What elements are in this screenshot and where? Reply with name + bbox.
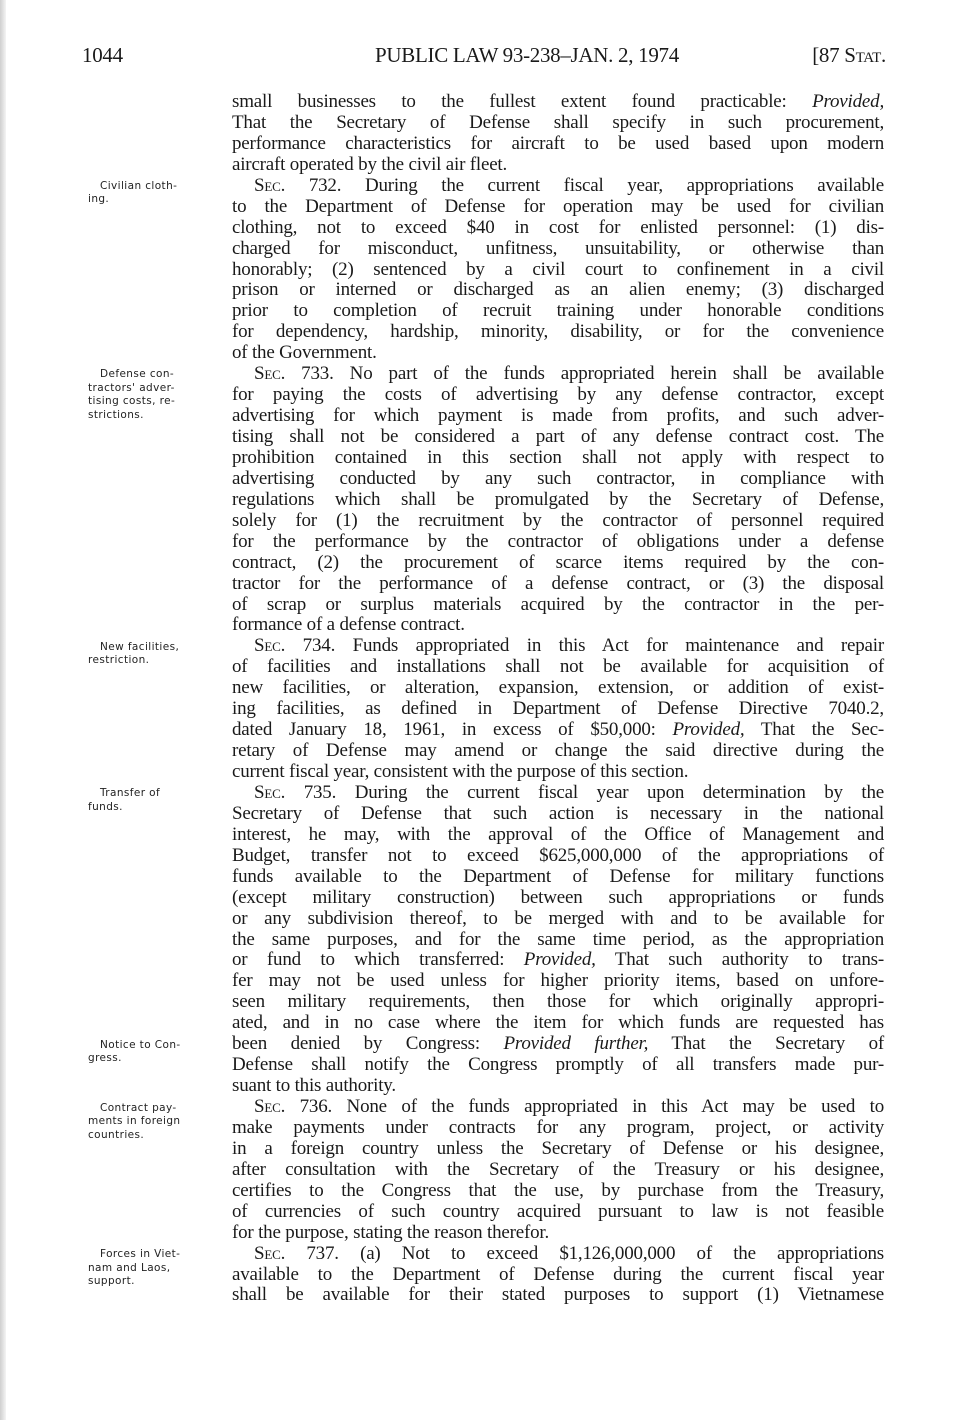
text-segment: or any subdivision thereof, to be merged with and to be available for bbox=[232, 907, 884, 929]
text-line bbox=[232, 1118, 884, 1139]
margin-note-line: ments in foreign bbox=[88, 1115, 181, 1128]
text-line bbox=[232, 427, 884, 448]
paragraph bbox=[232, 92, 884, 176]
margin-note-line: Contract pay- bbox=[100, 1101, 177, 1114]
paragraph bbox=[232, 1097, 884, 1244]
text-segment: That the Sec- bbox=[744, 719, 884, 741]
text-segment: That the Secretary of Defense shall specify in such procurement, bbox=[232, 111, 884, 133]
paragraph bbox=[232, 636, 884, 783]
margin-note-line: Notice to Con- bbox=[100, 1038, 181, 1051]
text-segment: seen military requirements, then those for which originally appropri- bbox=[232, 991, 884, 1013]
text-segment: of scrap or surplus materials acquired by the contractor in the per- bbox=[232, 593, 884, 615]
margin-note bbox=[88, 1102, 213, 1143]
text-segment: Sec. 737. (a) Not to exceed $1,126,000,000 of the appropriations bbox=[254, 1242, 884, 1264]
text-line bbox=[232, 909, 884, 930]
text-line bbox=[232, 1013, 884, 1034]
text-line bbox=[232, 699, 884, 720]
text-segment: make payments under contracts for any program, project, or activity bbox=[232, 1116, 884, 1138]
text-segment: formance of a defense contract. bbox=[232, 614, 465, 636]
text-line bbox=[232, 155, 884, 176]
text-line bbox=[232, 218, 884, 239]
text-segment: funds available to the Department of Defense for military functions bbox=[232, 865, 884, 887]
text-line bbox=[232, 950, 884, 971]
text-segment: (except military construction) between such appropriations or funds bbox=[232, 886, 884, 908]
text-segment: current fiscal year, consistent with the purpose of this section. bbox=[232, 761, 689, 782]
text-line bbox=[232, 1244, 884, 1265]
margin-note bbox=[88, 1248, 213, 1289]
text-line bbox=[232, 469, 884, 490]
margin-note bbox=[88, 787, 213, 814]
paragraph bbox=[232, 176, 884, 364]
text-segment: ing facilities, as defined in Department of Defense Directive 7040.2, bbox=[232, 698, 884, 720]
text-line bbox=[232, 636, 884, 657]
statute-volume: [87 Stat. bbox=[812, 43, 886, 67]
text-line bbox=[232, 280, 884, 301]
text-line bbox=[232, 532, 884, 553]
text-line bbox=[232, 720, 884, 741]
text-segment: prior to completion of recruit training under honorable conditions bbox=[232, 300, 884, 322]
text-segment: performance characteristics for aircraft to be used based upon modern bbox=[232, 132, 884, 154]
text-line bbox=[232, 762, 884, 783]
text-segment: advertising conducted by any such contractor, in compliance with bbox=[232, 467, 884, 489]
margin-note-line: restriction. bbox=[88, 654, 150, 667]
text-line bbox=[232, 574, 884, 595]
text-line bbox=[232, 385, 884, 406]
margin-note bbox=[88, 368, 213, 422]
text-line bbox=[232, 553, 884, 574]
text-line bbox=[232, 1076, 884, 1097]
text-segment: certifies to the Congress that the use, by purchase from the Treasury, bbox=[232, 1179, 884, 1201]
text-segment: available to the Department of Defense during the current fiscal year bbox=[232, 1263, 884, 1285]
text-segment: Sec. 733. No part of the funds appropriated herein shall be available bbox=[254, 363, 884, 385]
text-segment: Sec. 736. None of the funds appropriated in this Act may be used to bbox=[254, 1096, 884, 1117]
text-line bbox=[232, 448, 884, 469]
body-text-column bbox=[232, 92, 884, 1306]
text-segment: That the Secretary of bbox=[648, 1033, 884, 1055]
margin-note-line: support. bbox=[88, 1275, 135, 1288]
text-line bbox=[232, 490, 884, 511]
text-segment: for the purpose, stating the reason therefor. bbox=[232, 1221, 550, 1243]
text-line bbox=[232, 657, 884, 678]
text-line bbox=[232, 176, 884, 197]
margin-note bbox=[88, 641, 213, 668]
text-line bbox=[232, 930, 884, 951]
text-segment: dated January 18, 1961, in excess of $50,000: bbox=[232, 719, 673, 741]
text-segment: retary of Defense may amend or change the said directive during the bbox=[232, 740, 884, 762]
text-segment: advertising for which payment is made from profits, and such adver- bbox=[232, 405, 884, 427]
text-line bbox=[232, 992, 884, 1013]
text-line bbox=[232, 134, 884, 155]
running-head: PUBLIC LAW 93-238–JAN. 2, 1974 bbox=[375, 43, 679, 67]
margin-note-line: New facilities, bbox=[100, 640, 180, 653]
text-segment: Budget, transfer not to exceed $625,000,000 of the appropriations of bbox=[232, 844, 884, 866]
margin-note-line: tising costs, re- bbox=[88, 395, 176, 408]
text-line bbox=[232, 783, 884, 804]
text-line bbox=[232, 260, 884, 281]
margin-note-line: countries. bbox=[88, 1128, 145, 1141]
text-segment: in a foreign country unless the Secretary of Defense or his designee, bbox=[232, 1137, 884, 1159]
text-segment: after consultation with the Secretary of the Treasury or his designee, bbox=[232, 1158, 884, 1180]
text-segment: of the Government. bbox=[232, 342, 377, 364]
text-line bbox=[232, 1265, 884, 1286]
text-segment: been denied by Congress: bbox=[232, 1033, 504, 1055]
text-line bbox=[232, 1160, 884, 1181]
margin-note-line: ing. bbox=[88, 193, 110, 206]
text-segment: ated, and in no case where the item for which funds are requested has bbox=[232, 1012, 884, 1034]
text-segment: or fund to which transferred: bbox=[232, 949, 524, 971]
margin-note-line: strictions. bbox=[88, 408, 144, 421]
margin-note bbox=[88, 1039, 213, 1066]
text-line bbox=[232, 301, 884, 322]
paragraph bbox=[232, 1244, 884, 1307]
margin-note-line: funds. bbox=[88, 800, 123, 813]
text-line bbox=[232, 239, 884, 260]
text-segment: suant to this authority. bbox=[232, 1075, 396, 1097]
text-segment: honorably; (2) sentenced by a civil court to confinement in a civil bbox=[232, 258, 884, 280]
text-segment: solely for (1) the recruitment by the contractor of personnel required bbox=[232, 509, 884, 531]
text-line bbox=[232, 1139, 884, 1160]
text-line bbox=[232, 406, 884, 427]
margin-note-line: Defense con- bbox=[100, 368, 175, 381]
text-segment: Sec. 732. During the current fiscal year, appropriations available bbox=[254, 174, 884, 196]
margin-note-line: Civilian cloth- bbox=[100, 179, 178, 192]
text-segment: That such authority to trans- bbox=[595, 949, 884, 971]
text-line bbox=[232, 364, 884, 385]
text-segment: small businesses to the fullest extent found practicable: bbox=[232, 91, 813, 112]
text-segment: the same purposes, and for the same time period, as the appropriation bbox=[232, 928, 884, 950]
margin-note bbox=[88, 180, 213, 207]
text-segment: new facilities, or alteration, expansion, extension, or addition of exist- bbox=[232, 677, 884, 699]
text-segment: Sec. 734. Funds appropriated in this Act for maintenance and repair bbox=[254, 635, 884, 657]
margin-note-line: tractors' adver- bbox=[88, 381, 175, 394]
italic-term: Provided further, bbox=[503, 1033, 649, 1055]
text-segment: tising shall not be considered a part of any defense contract cost. The bbox=[232, 426, 884, 447]
text-segment: clothing, not to exceed $40 in cost for enlisted personnel: (1) dis- bbox=[232, 216, 884, 238]
text-segment: for paying the costs of advertising by any defense contractor, except bbox=[232, 384, 884, 406]
text-line bbox=[232, 1097, 884, 1118]
text-line bbox=[232, 511, 884, 532]
text-line bbox=[232, 888, 884, 909]
text-line bbox=[232, 322, 884, 343]
text-line bbox=[232, 92, 884, 113]
text-segment: aircraft operated by the civil air fleet. bbox=[232, 153, 508, 175]
text-segment: for dependency, hardship, minority, disability, or for the convenience bbox=[232, 321, 884, 343]
text-segment: to the Department of Defense for operation may be used for civilian bbox=[232, 195, 884, 217]
margin-note-line: Forces in Viet- bbox=[100, 1248, 181, 1261]
text-segment: charged for misconduct, unfitness, unsuitability, or otherwise than bbox=[232, 237, 884, 259]
margin-note-line: nam and Laos, bbox=[88, 1261, 171, 1274]
text-line bbox=[232, 343, 884, 364]
text-segment: prohibition contained in this section shall not apply with respect to bbox=[232, 446, 884, 468]
text-segment: tractor for the performance of a defense contract, or (3) the disposal bbox=[232, 572, 884, 594]
text-line bbox=[232, 595, 884, 616]
text-segment: prison or interned or discharged as an alien enemy; (3) discharged bbox=[232, 279, 884, 301]
text-line bbox=[232, 1202, 884, 1223]
text-segment: Defense shall notify the Congress promptly of all transfers made pur- bbox=[232, 1054, 884, 1076]
text-line bbox=[232, 1055, 884, 1076]
italic-term: Provided, bbox=[812, 91, 884, 112]
text-segment: interest, he may, with the approval of the Office of Management and bbox=[232, 823, 884, 845]
text-line bbox=[232, 741, 884, 762]
text-segment: regulations which shall be promulgated by the Secretary of Defense, bbox=[232, 488, 884, 510]
text-segment: Sec. 735. During the current fiscal year upon determination by the bbox=[254, 781, 884, 803]
text-segment: fer may not be used unless for higher priority items, based on unfore- bbox=[232, 970, 884, 992]
text-line bbox=[232, 1223, 884, 1244]
text-line bbox=[232, 971, 884, 992]
paragraph bbox=[232, 364, 884, 636]
text-segment: shall be available for their stated purposes to support (1) Vietnamese bbox=[232, 1284, 884, 1306]
text-segment: contract, (2) the procurement of scarce items required by the con- bbox=[232, 551, 884, 573]
text-line bbox=[232, 1181, 884, 1202]
text-segment: for the performance by the contractor of obligations under a defense bbox=[232, 530, 884, 552]
text-line bbox=[232, 197, 884, 218]
text-segment: of currencies of such country acquired pursuant to law is not feasible bbox=[232, 1200, 884, 1222]
italic-term: Provided, bbox=[523, 949, 596, 971]
paragraph bbox=[232, 783, 884, 1097]
text-line bbox=[232, 804, 884, 825]
text-segment: of facilities and installations shall not be available for acquisition of bbox=[232, 656, 884, 678]
text-line bbox=[232, 1034, 884, 1055]
margin-note-line: gress. bbox=[88, 1052, 122, 1065]
page-edge-shadow bbox=[0, 0, 6, 1420]
margin-note-line: Transfer of bbox=[100, 787, 161, 800]
text-line bbox=[232, 867, 884, 888]
text-line bbox=[232, 678, 884, 699]
text-segment: Secretary of Defense that such action is necessary in the national bbox=[232, 802, 884, 824]
text-line bbox=[232, 846, 884, 867]
text-line bbox=[232, 113, 884, 134]
italic-term: Provided, bbox=[672, 719, 745, 741]
text-line bbox=[232, 615, 884, 636]
page-number: 1044 bbox=[82, 43, 123, 67]
text-line bbox=[232, 825, 884, 846]
text-line bbox=[232, 1285, 884, 1306]
